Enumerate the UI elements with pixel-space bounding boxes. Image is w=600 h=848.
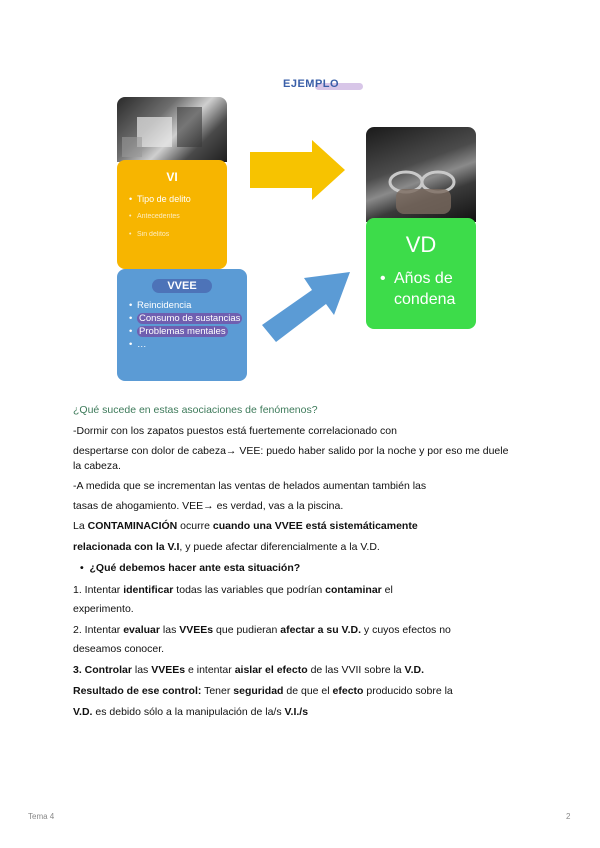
paragraph-line: deseamos conocer.: [73, 643, 165, 655]
paragraph-line: -A medida que se incrementan las ventas de helados aumentan también las: [73, 480, 427, 492]
paragraph-line: V.D. es debido sólo a la manipulación de la/s V.I./s: [73, 706, 309, 718]
vi-box: [117, 160, 227, 269]
paragraph-line: relacionada con la V.I, y puede afectar diferencialmente a la V.D.: [73, 541, 380, 553]
list-item: • …: [129, 338, 247, 351]
paragraph-line: La CONTAMINACIÓN ocurre cuando una VVEE está sistemáticamente: [73, 520, 418, 532]
list-item: [129, 325, 247, 338]
page-number: 2: [566, 812, 571, 821]
vi-list: [117, 190, 227, 244]
paragraph-line: tasas de ahogamiento. VEE→ es verdad, vas a la piscina.: [73, 500, 344, 512]
vd-box: [366, 218, 476, 329]
paragraph-line: la cabeza.: [73, 460, 121, 472]
list-item-text: Problemas mentales: [139, 326, 226, 337]
question-heading: ¿Qué sucede en estas asociaciones de fenómenos?: [73, 404, 318, 416]
handcuffs-photo: [366, 127, 476, 222]
list-item: • Reincidencia: [129, 299, 247, 312]
vvee-list: [117, 299, 247, 351]
paragraph-line: despertarse con dolor de cabeza→ VEE: puedo haber salido por la noche y por eso me duele: [73, 445, 509, 457]
list-item: • Sin delitos: [129, 226, 227, 244]
page-title: EJEMPLO: [283, 78, 340, 90]
list-item-text: Consumo de sustancias: [139, 313, 241, 324]
bullet-question: • ¿Qué debemos hacer ante esta situación?: [80, 562, 301, 574]
paragraph-line: 3. Controlar las VVEEs e intentar aislar el efecto de las VVII sobre la V.D.: [73, 664, 425, 676]
paragraph-line: 2. Intentar evaluar las VVEEs que pudieran afectar a su V.D. y cuyos efectos no: [73, 624, 451, 636]
paragraph-line: Resultado de ese control: Tener seguridad de que el efecto producido sobre la: [73, 685, 453, 697]
list-item: • Años de condena: [380, 268, 476, 310]
vd-list: [366, 268, 476, 310]
crime-photo: [117, 97, 227, 162]
arrow-up-right-icon: [262, 270, 352, 350]
list-item: [129, 312, 247, 325]
paragraph-line: 1. Intentar identificar todas las variables que podrían contaminar el: [73, 584, 393, 596]
vd-heading: VD: [405, 232, 437, 257]
paragraph-line: -Dormir con los zapatos puestos está fuertemente correlacionado con: [73, 425, 397, 437]
footer-left: Tema 4: [28, 812, 55, 821]
paragraph-line: experimento.: [73, 603, 134, 615]
list-item: • Tipo de delito: [129, 190, 227, 208]
list-item: • Antecedentes: [129, 208, 227, 226]
vvee-box: [117, 269, 247, 381]
vi-heading: VI: [166, 170, 178, 184]
vvee-heading: VVEE: [152, 279, 212, 293]
arrow-right-icon: [250, 140, 345, 200]
